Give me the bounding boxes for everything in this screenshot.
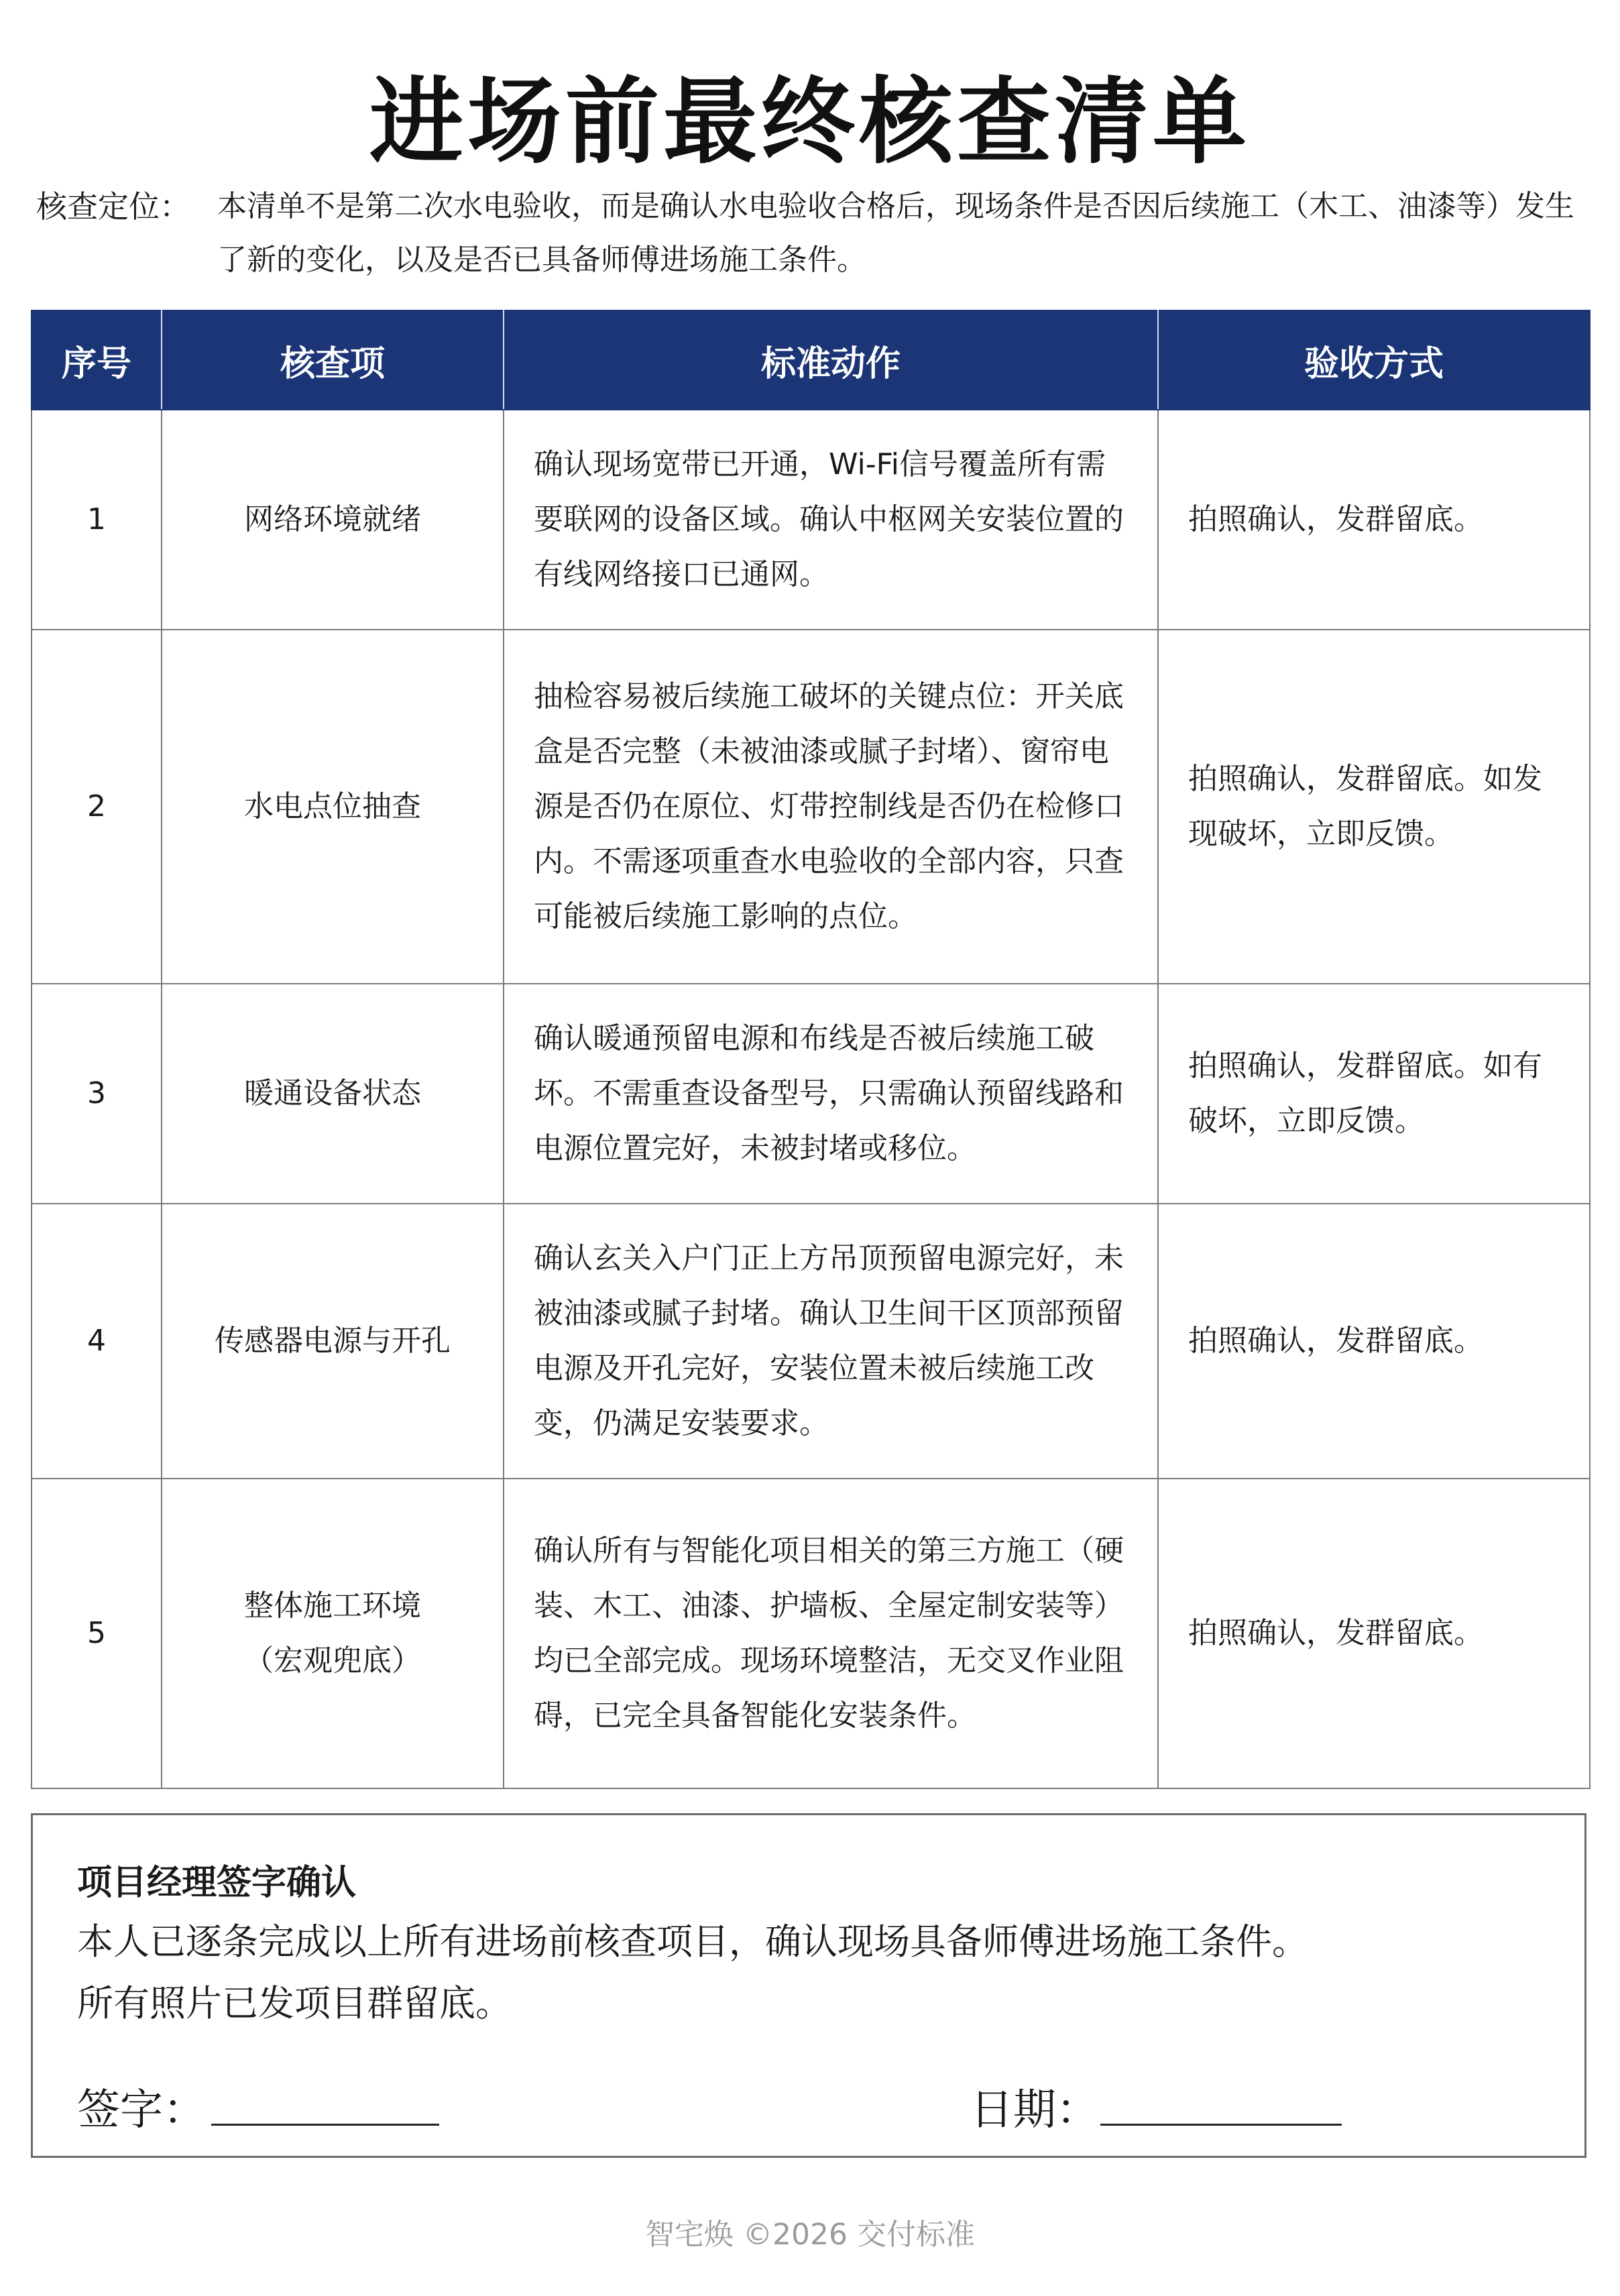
header-method: 验收方式 [1158,310,1590,410]
row-item: 暖通设备状态 [162,984,504,1204]
row-num: 2 [32,630,162,984]
row-action: 确认暖通预留电源和布线是否被后续施工破坏。不需重查设备型号，只需确认预留线路和电源位置完好，未被封堵或移位。 [504,984,1158,1204]
row-num: 5 [32,1479,162,1788]
page-title: 进场前最终核查清单 [369,68,1251,177]
date-field[interactable] [1100,2124,1342,2126]
row-num: 3 [32,984,162,1204]
header-item: 核查项 [162,310,504,410]
table-row [32,984,1590,1204]
date-label: 日期： [970,2085,1099,2135]
footer: 智宅焕 ©2026 交付标准 [645,2218,975,2252]
row-action: 确认现场宽带已开通，Wi-Fi信号覆盖所有需要联网的设备区域。确认中枢网关安装位置的有线网络接口已通网。 [504,410,1158,630]
row-item: 传感器电源与开孔 [162,1204,504,1479]
row-item: 整体施工环境 （宏观兜底） [162,1479,504,1788]
row-method: 拍照确认，发群留底。如有破坏，立即反馈。 [1158,984,1590,1204]
signature-box [31,1813,1586,2158]
row-action: 抽检容易被后续施工破坏的关键点位：开关底盒是否完整（未被油漆或腻子封堵）、窗帘电源是否仍在原位、灯带控制线是否仍在检修口内。不需逐项重查水电验收的全部内容，只查可能被后续施工影响的点位。 [504,630,1158,984]
table-row [32,1204,1590,1479]
signature-field[interactable] [211,2124,439,2126]
intro-section [36,180,1592,287]
row-num: 4 [32,1204,162,1479]
table-row [32,410,1590,630]
table-row [32,630,1590,984]
row-action: 确认玄关入户门正上方吊顶预留电源完好，未被油漆或腻子封堵。确认卫生间干区顶部预留电源及开孔完好，安装位置未被后续施工改变，仍满足安装要求。 [504,1204,1158,1479]
header-num: 序号 [32,310,162,410]
row-method: 拍照确认，发群留底。 [1158,1204,1590,1479]
row-method: 拍照确认，发群留底。如发现破坏，立即反馈。 [1158,630,1590,984]
table-row [32,1479,1590,1788]
table-header-row [32,310,1590,410]
row-num: 1 [32,410,162,630]
intro-label: 核查定位： [36,188,190,225]
row-item: 水电点位抽查 [162,630,504,984]
checklist-table [31,310,1590,1789]
row-action: 确认所有与智能化项目相关的第三方施工（硬装、木工、油漆、护墙板、全屋定制安装等）均已全部完成。现场环境整洁，无交叉作业阻碍，已完全具备智能化安装条件。 [504,1479,1158,1788]
signature-label: 签字： [77,2085,206,2135]
row-item: 网络环境就绪 [162,410,504,630]
row-method: 拍照确认，发群留底。 [1158,1479,1590,1788]
signature-statement-2: 所有照片已发项目群留底。 [77,1982,512,2024]
header-action: 标准动作 [504,310,1158,410]
signature-statement: 本人已逐条完成以上所有进场前核查项目，确认现场具备师傅进场施工条件。 [77,1920,1308,1963]
signature-title: 项目经理签字确认 [77,1863,357,1903]
row-method: 拍照确认，发群留底。 [1158,410,1590,630]
intro-text: 本清单不是第二次水电验收，而是确认水电验收合格后，现场条件是否因后续施工（木工、油漆等）发生了新的变化，以及是否已具备师傅进场施工条件。 [217,189,1574,277]
